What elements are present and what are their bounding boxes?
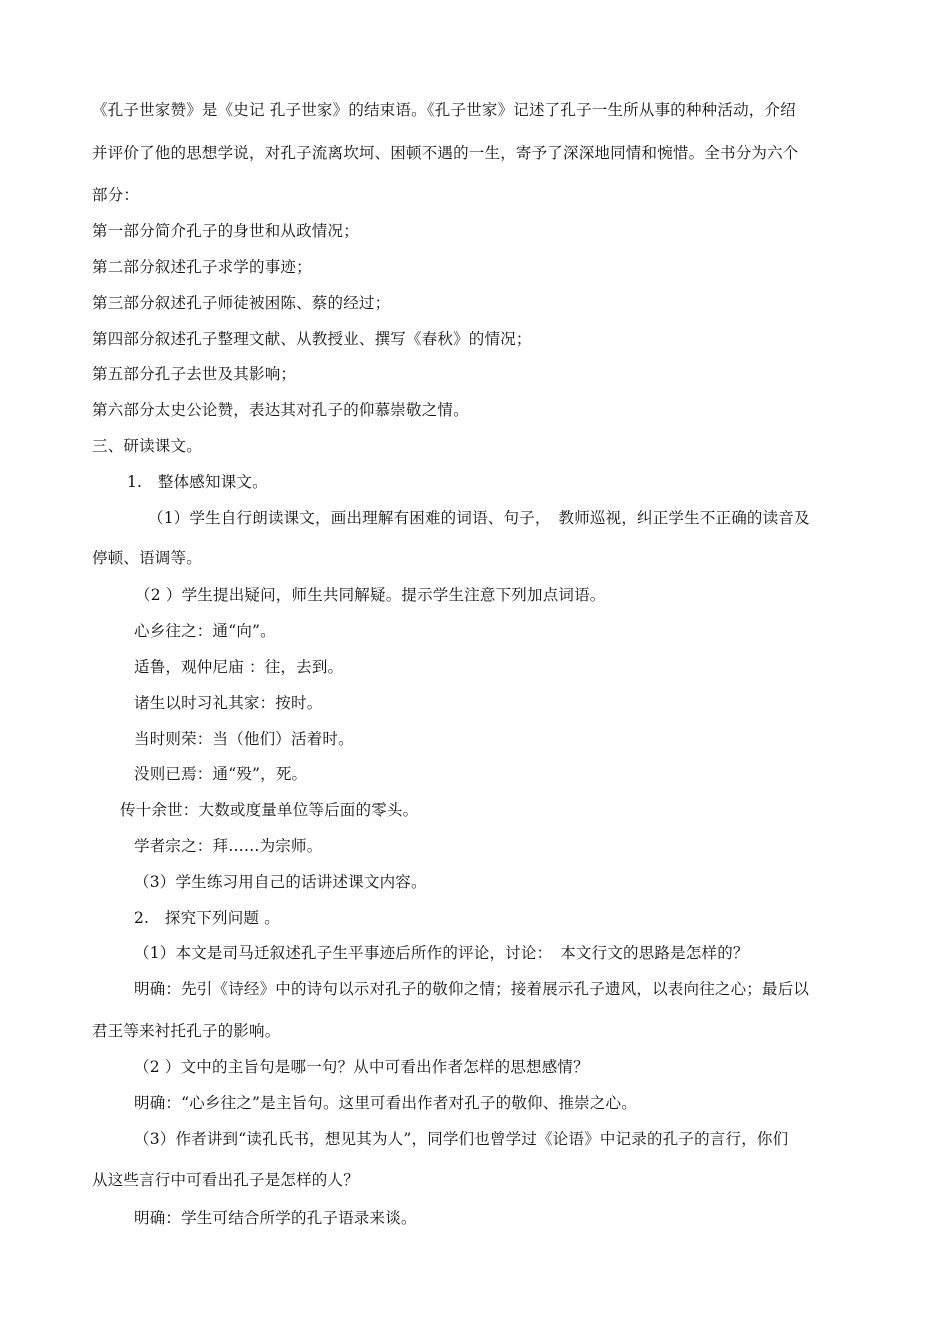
step-1-item-3: （3）学生练习用自己的话讲述课文内容。	[134, 873, 427, 891]
intro-line-3: 部分：	[92, 186, 140, 204]
intro-line-2: 并评价了他的思想学说，对孔子流离坎坷、困顿不遇的一生，寄予了深深地同情和惋惜。全书分为六个	[92, 144, 799, 162]
answer-3: 明确：学生可结合所学的孔子语录来谈。	[134, 1209, 417, 1227]
question-2: （2 ）文中的主旨句是哪一句？从中可看出作者怎样的思想感情？	[134, 1058, 589, 1076]
answer-1-line-2: 君王等来衬托孔子的影响。	[92, 1022, 281, 1040]
step-1-title: 1. 整体感知课文。	[127, 473, 268, 491]
section-3-heading: 三、研读课文。	[92, 437, 202, 455]
step-1-item-2: （2 ）学生提出疑问，师生共同解疑。提示学生注意下列加点词语。	[135, 586, 606, 604]
gloss-6: 传十余世：大数或度量单位等后面的零头。	[120, 801, 419, 819]
step-1-item-1-line-1: （1）学生自行朗读课文，画出理解有困难的词语、句子， 教师巡视，纠正学生不正确的读音及	[148, 509, 810, 527]
part-6: 第六部分太史公论赞，表达其对孔子的仰慕崇敬之情。	[92, 401, 469, 419]
gloss-4: 当时则荣：当（他们）活着时。	[134, 730, 354, 748]
part-3: 第三部分叙述孔子师徒被困陈、蔡的经过；	[92, 294, 391, 312]
part-2: 第二部分叙述孔子求学的事迹；	[92, 258, 312, 276]
intro-line-1: 《孔子世家赞》是《史记 孔子世家》的结束语。《孔子世家》记述了孔子一生所从事的种种活动，介绍	[92, 101, 796, 119]
question-3-line-1: （3）作者讲到“读孔氏书，想见其为人”，同学们也曾学过《论语》中记录的孔子的言行，你们	[134, 1130, 789, 1148]
gloss-2: 适鲁，观仲尼庙 ：往，去到。	[134, 658, 344, 676]
part-1: 第一部分简介孔子的身世和从政情况；	[92, 222, 359, 240]
gloss-1: 心乡往之：通“向”。	[134, 622, 276, 640]
question-3-line-2: 从这些言行中可看出孔子是怎样的人？	[92, 1171, 359, 1189]
gloss-7: 学者宗之：拜……为宗师。	[134, 837, 323, 855]
answer-2: 明确：“心乡往之”是主旨句。这里可看出作者对孔子的敬仰、推崇之心。	[134, 1094, 637, 1112]
gloss-5: 没则已焉：通“殁”，死。	[134, 765, 308, 783]
step-2-title: 2. 探究下列问题 。	[134, 909, 280, 927]
part-5: 第五部分孔子去世及其影响；	[92, 365, 297, 383]
answer-1-line-1: 明确：先引《诗经》中的诗句以示对孔子的敬仰之情；接着展示孔子遗风，以表向往之心；最后以	[134, 980, 810, 998]
gloss-3: 诸生以时习礼其家：按时。	[134, 694, 323, 712]
question-1: （1）本文是司马迁叙述孔子生平事迹后所作的评论，讨论： 本文行文的思路是怎样的？	[134, 944, 749, 962]
step-1-item-1-line-2: 停顿、语调等。	[92, 549, 202, 567]
part-4: 第四部分叙述孔子整理文献、从教授业、撰写《春秋》的情况；	[92, 330, 532, 348]
